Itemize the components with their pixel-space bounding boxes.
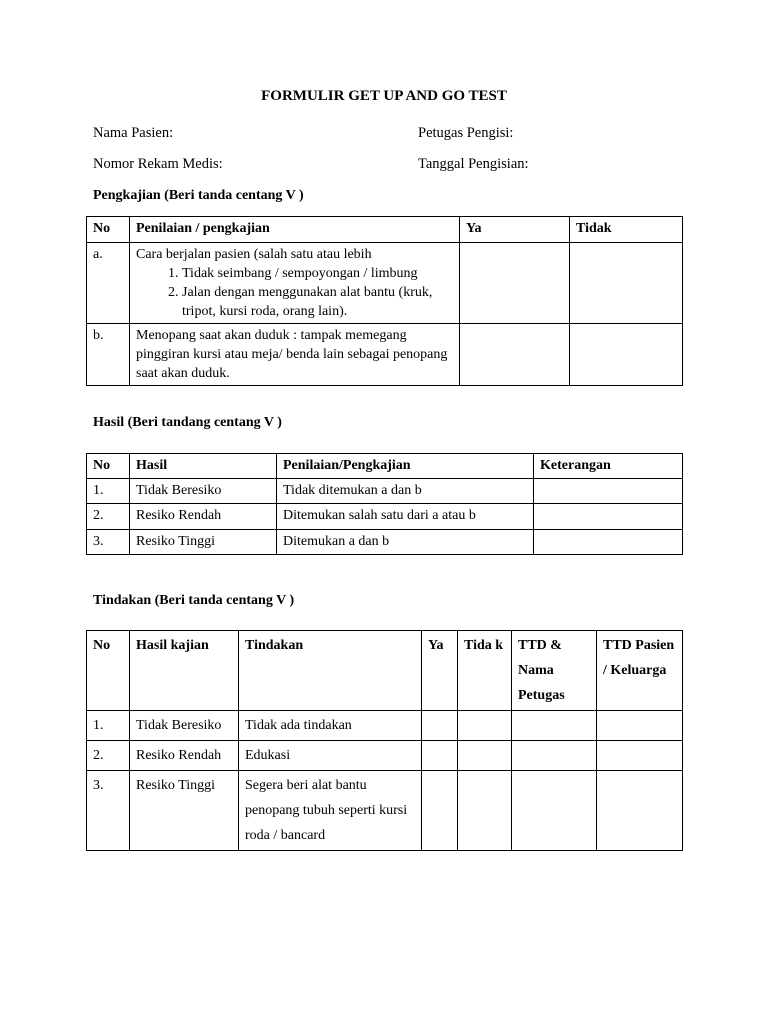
list-item: 1. Tidak seimbang / sempoyongan / limbung bbox=[182, 264, 453, 283]
header-ya: Ya bbox=[460, 217, 570, 243]
criteria-list bbox=[136, 264, 453, 321]
petugas-pengisi-label: Petugas Pengisi: bbox=[418, 125, 514, 141]
header-keterangan: Keterangan bbox=[534, 454, 683, 479]
row-hasil-kajian: Resiko Tinggi bbox=[130, 771, 239, 851]
row-penilaian: Tidak ditemukan a dan b bbox=[277, 479, 534, 504]
row-penilaian bbox=[130, 243, 460, 324]
row-no: b. bbox=[87, 324, 130, 386]
tidak-check-cell[interactable] bbox=[458, 771, 512, 851]
table-row bbox=[87, 243, 683, 324]
table-row bbox=[87, 479, 683, 504]
row-no: 3. bbox=[87, 530, 130, 555]
table-row bbox=[87, 324, 683, 386]
ttd-petugas-cell[interactable] bbox=[512, 741, 597, 771]
row-penilaian: Menopang saat akan duduk : tampak memegang pinggiran kursi atau meja/ benda lain sebagai penopang saat akan duduk. bbox=[130, 324, 460, 386]
table-row bbox=[87, 711, 683, 741]
header-hasil-kajian: Hasil kajian bbox=[130, 631, 239, 711]
row-tindakan: Tidak ada tindakan bbox=[239, 711, 422, 741]
ya-check-cell[interactable] bbox=[422, 771, 458, 851]
row-penilaian-text: Cara berjalan pasien (salah satu atau lebih bbox=[136, 247, 372, 262]
tidak-check-cell[interactable] bbox=[458, 711, 512, 741]
pengkajian-heading: Pengkajian (Beri tanda centang V ) bbox=[93, 188, 304, 203]
table-row bbox=[87, 530, 683, 555]
tindakan-header-row bbox=[87, 631, 683, 711]
ya-check-cell[interactable] bbox=[460, 243, 570, 324]
row-tindakan: Segera beri alat bantu penopang tubuh seperti kursi roda / bancard bbox=[239, 771, 422, 851]
row-hasil-kajian: Tidak Beresiko bbox=[130, 711, 239, 741]
header-no: No bbox=[87, 454, 130, 479]
tidak-check-cell[interactable] bbox=[458, 741, 512, 771]
row-hasil: Resiko Rendah bbox=[130, 504, 277, 530]
header-penilaian: Penilaian / pengkajian bbox=[130, 217, 460, 243]
row-tindakan: Edukasi bbox=[239, 741, 422, 771]
row-hasil: Tidak Beresiko bbox=[130, 479, 277, 504]
nama-pasien-label: Nama Pasien: bbox=[93, 125, 174, 141]
form-title: FORMULIR GET UP AND GO TEST bbox=[261, 88, 507, 104]
table-row bbox=[87, 741, 683, 771]
row-no: 2. bbox=[87, 504, 130, 530]
header-tidak: Tida k bbox=[458, 631, 512, 711]
list-item: 2. Jalan dengan menggunakan alat bantu (kruk, tripot, kursi roda, orang lain). bbox=[182, 283, 453, 321]
row-penilaian: Ditemukan a dan b bbox=[277, 530, 534, 555]
ttd-pasien-cell[interactable] bbox=[597, 741, 683, 771]
ttd-pasien-cell[interactable] bbox=[597, 771, 683, 851]
header-no: No bbox=[87, 631, 130, 711]
tidak-check-cell[interactable] bbox=[570, 324, 683, 386]
hasil-table bbox=[86, 453, 683, 555]
row-penilaian: Ditemukan salah satu dari a atau b bbox=[277, 504, 534, 530]
row-no: 3. bbox=[87, 771, 130, 851]
row-hasil-kajian: Resiko Rendah bbox=[130, 741, 239, 771]
keterangan-cell[interactable] bbox=[534, 530, 683, 555]
tidak-check-cell[interactable] bbox=[570, 243, 683, 324]
tindakan-table bbox=[86, 630, 683, 851]
row-no: 1. bbox=[87, 479, 130, 504]
table-row bbox=[87, 504, 683, 530]
pengkajian-table bbox=[86, 216, 683, 386]
header-tidak: Tidak bbox=[570, 217, 683, 243]
table-row bbox=[87, 771, 683, 851]
header-tindakan: Tindakan bbox=[239, 631, 422, 711]
keterangan-cell[interactable] bbox=[534, 479, 683, 504]
row-no: 2. bbox=[87, 741, 130, 771]
ya-check-cell[interactable] bbox=[422, 711, 458, 741]
ttd-pasien-cell[interactable] bbox=[597, 711, 683, 741]
tindakan-heading: Tindakan (Beri tanda centang V ) bbox=[93, 593, 295, 608]
ttd-petugas-cell[interactable] bbox=[512, 771, 597, 851]
header-ttd-pasien: TTD Pasien / Keluarga bbox=[597, 631, 683, 711]
pengkajian-header-row bbox=[87, 217, 683, 243]
header-penilaian: Penilaian/Pengkajian bbox=[277, 454, 534, 479]
ttd-petugas-cell[interactable] bbox=[512, 711, 597, 741]
tanggal-pengisian-label: Tanggal Pengisian: bbox=[418, 156, 529, 172]
header-ya: Ya bbox=[422, 631, 458, 711]
keterangan-cell[interactable] bbox=[534, 504, 683, 530]
header-no: No bbox=[87, 217, 130, 243]
nomor-rekam-medis-label: Nomor Rekam Medis: bbox=[93, 156, 223, 172]
hasil-heading: Hasil (Beri tandang centang V ) bbox=[93, 415, 282, 430]
ya-check-cell[interactable] bbox=[422, 741, 458, 771]
header-ttd-petugas: TTD & Nama Petugas bbox=[512, 631, 597, 711]
ya-check-cell[interactable] bbox=[460, 324, 570, 386]
hasil-header-row bbox=[87, 454, 683, 479]
row-hasil: Resiko Tinggi bbox=[130, 530, 277, 555]
row-no: a. bbox=[87, 243, 130, 324]
row-no: 1. bbox=[87, 711, 130, 741]
header-hasil: Hasil bbox=[130, 454, 277, 479]
